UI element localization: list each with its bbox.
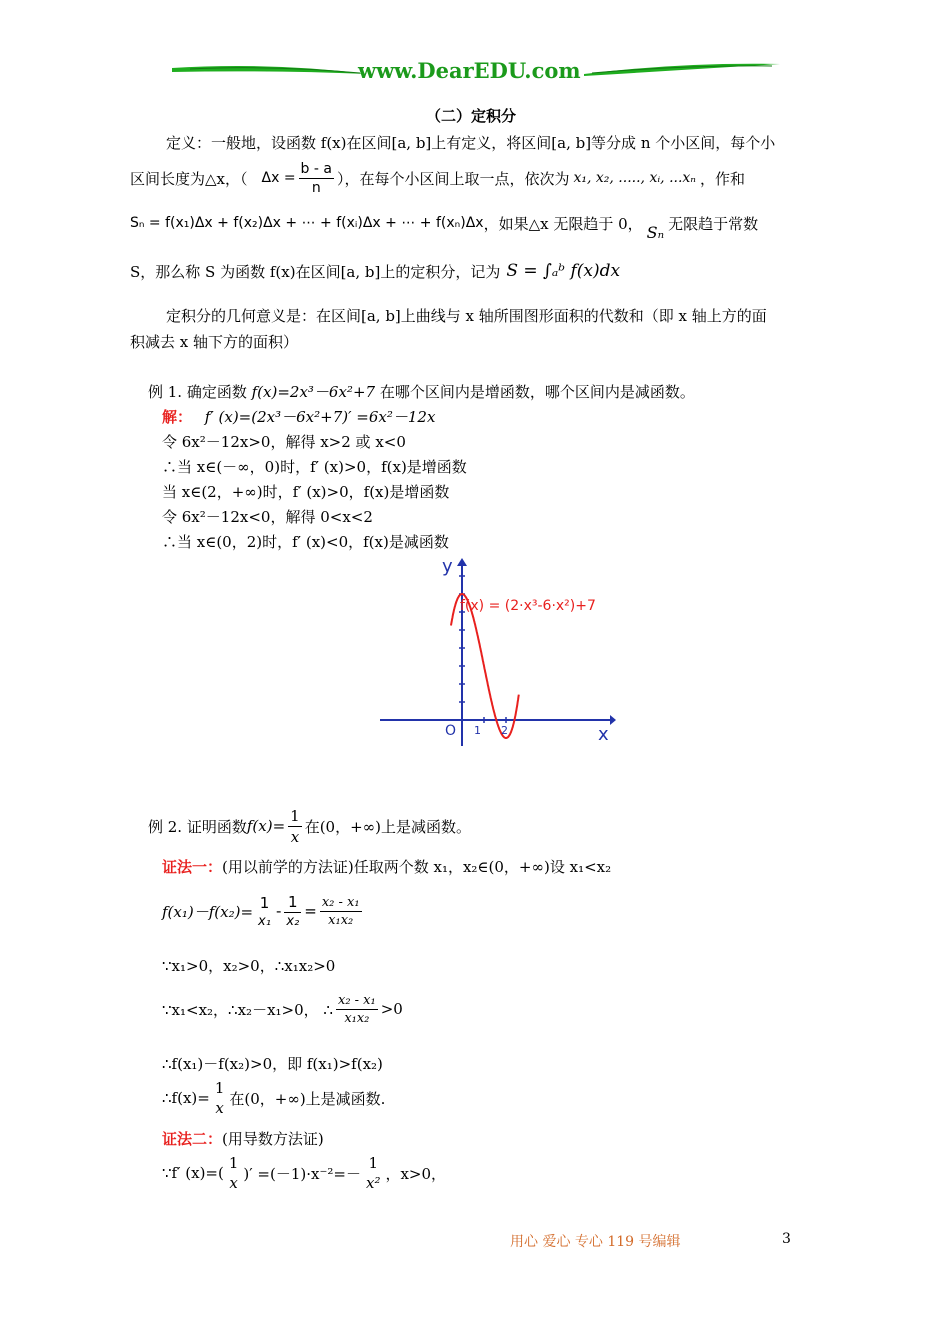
frac-den: x₂ bbox=[286, 914, 300, 929]
example2-fraction bbox=[288, 807, 302, 846]
method1-label: 证法一： bbox=[162, 858, 223, 876]
frac-den: x₁x₂ bbox=[320, 911, 362, 928]
m1-frac-2 bbox=[284, 893, 301, 929]
geometric-meaning-line-1: 定积分的几何意义是：在区间[a, b]上曲线与 x 轴所围图形面积的代数和（即 x 轴上方的面 bbox=[166, 307, 767, 325]
example2-line-1 bbox=[148, 806, 471, 846]
example1-line-5: 当 x∈(2，+∞)时，f′ (x)>0，f(x)是增函数 bbox=[162, 483, 450, 501]
page-number: 3 bbox=[782, 1231, 791, 1247]
x-axis-label: x bbox=[598, 724, 609, 745]
m1-l4-text: ∵x₁<x₂，∴x₂－x₁>0， ∴ bbox=[162, 1000, 333, 1019]
example2-label: 例 2. 证明函数 bbox=[148, 817, 247, 836]
integral-formula: S = ∫ₐᵇ f(x)dx bbox=[506, 261, 621, 281]
frac-den: x bbox=[288, 826, 302, 846]
def-l3-text-c: 无限趋于常数 bbox=[668, 214, 759, 233]
header-banner bbox=[170, 52, 780, 92]
banner-swoosh-left bbox=[170, 60, 370, 80]
frac-den: x₁ bbox=[258, 913, 271, 929]
definition-line-2 bbox=[130, 160, 745, 196]
section-title: （二）定积分 bbox=[426, 107, 517, 125]
y-axis-arrow bbox=[457, 558, 467, 566]
frac-den: n bbox=[299, 178, 334, 196]
m1-frac-1 bbox=[256, 894, 273, 929]
example1-line-4: ∴当 x∈(－∞，0)时，f′ (x)>0，f(x)是增函数 bbox=[162, 458, 467, 476]
frac-num: 1 bbox=[259, 893, 270, 912]
example1-derivative: f′ (x)=(2x³－6x²+7)′ =6x²－12x bbox=[204, 408, 436, 426]
m2-frac-1 bbox=[227, 1154, 241, 1192]
method2-line-2 bbox=[162, 1150, 446, 1196]
example2-fx: f(x)= bbox=[246, 817, 286, 835]
def-l2-text-a: 区间长度为△x，（ bbox=[130, 169, 248, 188]
method1-line-5: ∴f(x₁)－f(x₂)>0，即 f(x₁)>f(x₂) bbox=[162, 1055, 383, 1073]
example1-function: f(x)=2x³－6x²+7 bbox=[251, 383, 376, 401]
frac-den: x₁x₂ bbox=[336, 1009, 378, 1026]
m1-minus: - bbox=[275, 902, 282, 920]
frac-den: x² bbox=[365, 1174, 381, 1192]
riemann-sum: Sₙ = f(x₁)Δx + f(x₂)Δx + ⋯ + f(xᵢ)Δx + ⋯ + f(xₙ)Δx bbox=[130, 215, 484, 231]
example1-question: 在哪个区间内是增函数，哪个区间内是减函数。 bbox=[375, 383, 695, 401]
frac-num: x₂ - x₁ bbox=[321, 894, 360, 910]
method2-label: 证法二： bbox=[162, 1130, 223, 1148]
m1-l6-fx: ∴f(x)= bbox=[162, 1089, 210, 1107]
frac-num: x₂ - x₁ bbox=[337, 992, 376, 1008]
method1-line-6 bbox=[162, 1076, 385, 1120]
delta-x-fraction bbox=[299, 161, 334, 196]
example1-label: 例 1. 确定函数 bbox=[148, 383, 252, 401]
def-l2-text-c: ，作和 bbox=[699, 169, 745, 188]
def-l2-text-b: ），在每个小区间上取一点，依次为 bbox=[336, 169, 570, 188]
definition-line-4 bbox=[130, 256, 620, 286]
frac-num: 1 bbox=[228, 1154, 239, 1172]
example1-line-1 bbox=[148, 381, 695, 402]
geometric-meaning-line-2: 积减去 x 轴下方的面积） bbox=[130, 333, 298, 351]
m2-condition: ，x>0， bbox=[385, 1164, 447, 1183]
tick-label-1: 1 bbox=[474, 724, 481, 737]
y-axis-label: y bbox=[442, 556, 453, 577]
method2-line-1 bbox=[162, 1128, 324, 1149]
frac-den: x bbox=[215, 1099, 224, 1117]
sn-symbol: Sₙ bbox=[646, 222, 665, 242]
def-l4-text: S，那么称 S 为函数 f(x)在区间[a, b]上的定积分，记为 bbox=[130, 262, 501, 281]
definition-line-3 bbox=[130, 206, 758, 240]
m2-power: )′ =(－1)·x⁻²=－ bbox=[243, 1164, 361, 1183]
site-logo-text[interactable]: www.DearEDU.com bbox=[358, 58, 581, 83]
m1-l6-fraction bbox=[213, 1079, 227, 1117]
origin-label: O bbox=[445, 723, 457, 739]
definition-line-1: 定义：一般地，设函数 f(x)在区间[a, b]上有定义，将区间[a, b]等分成 n 个小区间，每个小 bbox=[166, 134, 776, 152]
m2-frac-2 bbox=[364, 1154, 382, 1192]
frac-num: 1 bbox=[290, 806, 300, 825]
frac-num: 1 bbox=[214, 1079, 225, 1097]
delta-x-label: Δx = bbox=[261, 170, 296, 186]
method1-line-1 bbox=[162, 856, 611, 877]
function-graph bbox=[370, 550, 620, 750]
example1-line-3: 令 6x²－12x>0，解得 x>2 或 x<0 bbox=[162, 433, 406, 451]
example2-claim: 在(0，+∞)上是减函数。 bbox=[304, 817, 472, 836]
method1-text: (用以前学的方法证)任取两个数 x₁，x₂∈(0，+∞)设 x₁<x₂ bbox=[222, 858, 612, 876]
example1-line-7: ∴当 x∈(0，2)时，f′ (x)<0，f(x)是减函数 bbox=[162, 533, 449, 551]
solution-label: 解： bbox=[162, 408, 193, 426]
method2-text: (用导数方法证) bbox=[222, 1130, 324, 1148]
m1-equals: = bbox=[304, 902, 317, 920]
frac-num: b - a bbox=[300, 160, 332, 177]
m1-l4-gt: >0 bbox=[380, 1000, 403, 1018]
frac-den: x bbox=[229, 1174, 238, 1192]
method1-line-3: ∵x₁>0，x₂>0，∴x₁x₂>0 bbox=[162, 957, 336, 975]
m1-l4-fraction bbox=[336, 993, 378, 1026]
function-label: f(x) = (2·x³-6·x²)+7 bbox=[460, 598, 596, 614]
method1-line-2 bbox=[162, 886, 365, 936]
def-l3-text-b: ，如果△x 无限趋于 0， bbox=[483, 214, 643, 233]
banner-swoosh-right bbox=[582, 60, 782, 80]
m2-derivative: ∵f′ (x)=( bbox=[162, 1164, 224, 1182]
method1-line-4 bbox=[162, 984, 403, 1034]
example1-line-2 bbox=[162, 406, 435, 427]
m1-l6-text: 在(0，+∞)上是减函数. bbox=[229, 1089, 386, 1108]
footer-text: 用心 爱心 专心 119 号编辑 bbox=[510, 1234, 681, 1250]
example1-line-6: 令 6x²－12x<0，解得 0<x<2 bbox=[162, 508, 373, 526]
m1-difference: f(x₁)－f(x₂)= bbox=[162, 902, 254, 921]
tick-label-2: 2 bbox=[501, 724, 508, 737]
m1-frac-3 bbox=[320, 895, 362, 928]
frac-num: 1 bbox=[288, 893, 298, 911]
x-axis-arrow bbox=[610, 715, 616, 725]
sample-points: x₁, x₂, ....., xᵢ, ...xₙ bbox=[573, 170, 696, 186]
frac-num: 1 bbox=[368, 1154, 378, 1172]
